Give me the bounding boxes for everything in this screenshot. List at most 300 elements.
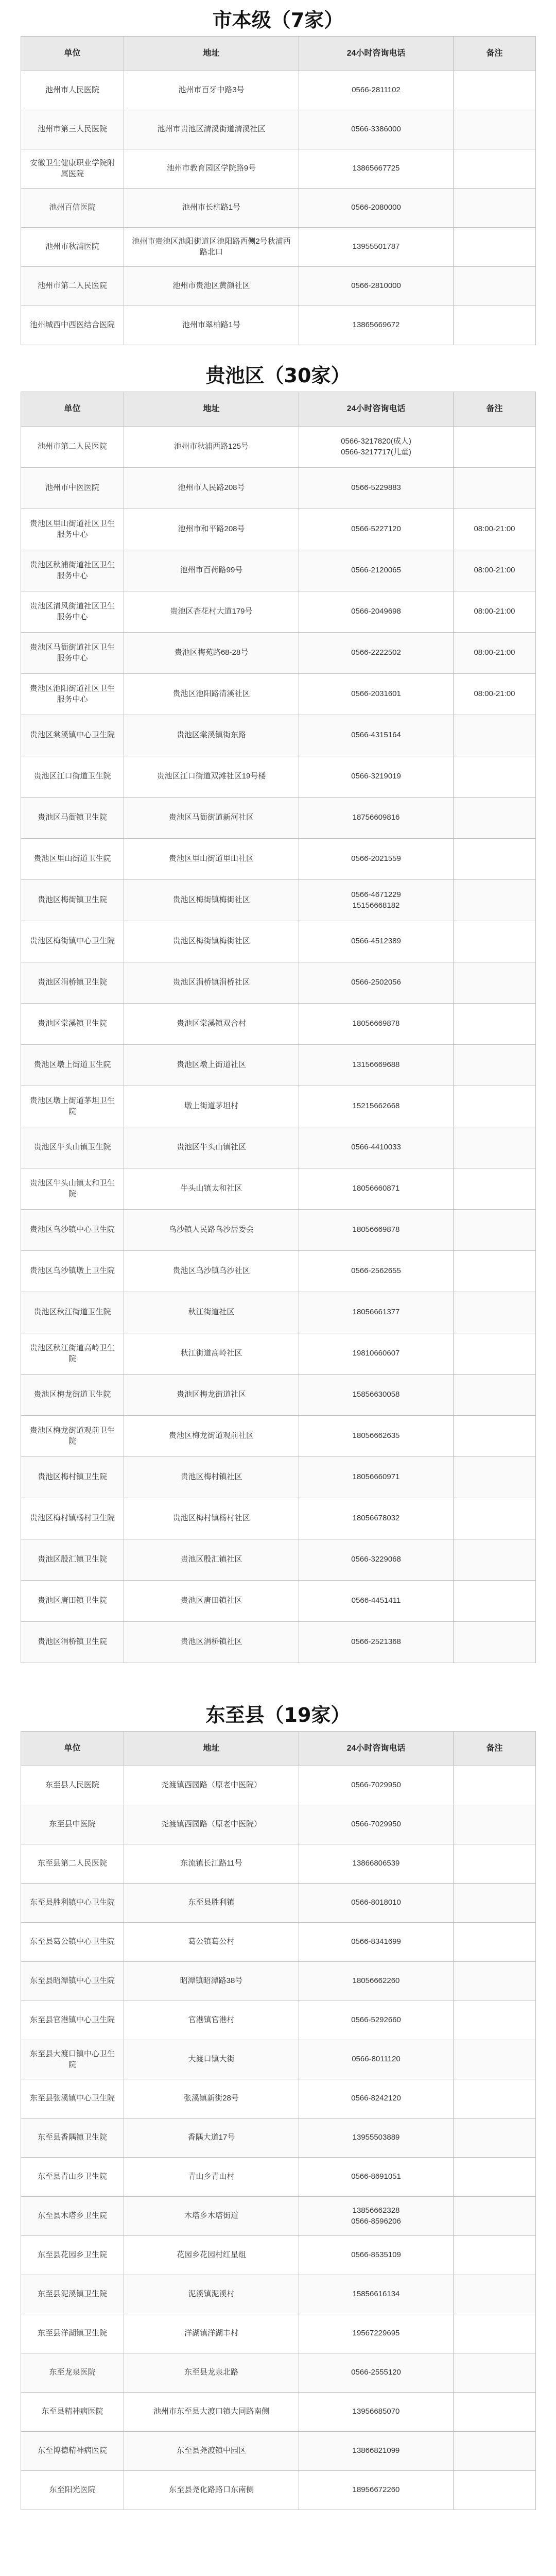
section-1 — [21, 0, 535, 345]
cell-unit: 池州市中医医院 — [21, 468, 124, 509]
cell-note — [454, 2471, 536, 2510]
cell-phone: 13865667725 — [299, 149, 454, 189]
header-unit: 单位 — [21, 392, 124, 427]
cell-unit: 东至龙泉医院 — [21, 2353, 124, 2393]
cell-unit: 贵池区唐田镇卫生院 — [21, 1581, 124, 1622]
cell-address: 贵池区棠溪镇街东路 — [124, 715, 299, 756]
cell-unit: 贵池区乌沙镇中心卫生院 — [21, 1210, 124, 1251]
table-row — [21, 1581, 536, 1622]
cell-phone: 15856616134 — [299, 2275, 454, 2314]
table-row — [21, 427, 536, 468]
table-row — [21, 2393, 536, 2432]
cell-unit: 东至县中医院 — [21, 1805, 124, 1844]
table-row — [21, 1127, 536, 1168]
cell-unit: 贵池区马衙镇卫生院 — [21, 798, 124, 839]
cell-address: 香隅大道17号 — [124, 2119, 299, 2158]
cell-phone: 0566-2080000 — [299, 189, 454, 228]
cell-phone: 13866806539 — [299, 1844, 454, 1884]
header-note: 备注 — [454, 1732, 536, 1766]
cell-unit: 东至县官港镇中心卫生院 — [21, 2001, 124, 2040]
cell-note — [454, 149, 536, 189]
table-row — [21, 2275, 536, 2314]
cell-note — [454, 1581, 536, 1622]
cell-address: 池州市贵池区池阳街道区池阳路西侧2号秋浦西路北口 — [124, 228, 299, 267]
table-row — [21, 1962, 536, 2001]
table-row — [21, 1416, 536, 1457]
cell-note — [454, 1333, 536, 1375]
cell-note — [454, 1045, 536, 1086]
cell-unit: 贵池区梅村镇杨村卫生院 — [21, 1498, 124, 1539]
cell-address: 贵池区唐田镇社区 — [124, 1581, 299, 1622]
table-row — [21, 1884, 536, 1923]
cell-phone: 0566-7029950 — [299, 1805, 454, 1844]
cell-address: 贵池区梅苑路68-28号 — [124, 633, 299, 674]
cell-unit: 东至县木塔乡卫生院 — [21, 2197, 124, 2236]
table-header-row — [21, 1732, 536, 1766]
cell-note — [454, 756, 536, 798]
cell-unit: 贵池区牛头山镇卫生院 — [21, 1127, 124, 1168]
cell-address: 青山乡青山村 — [124, 2158, 299, 2197]
cell-unit: 贵池区马衙街道社区卫生服务中心 — [21, 633, 124, 674]
cell-address: 池州市和平路208号 — [124, 509, 299, 550]
cell-address: 贵池区牛头山镇社区 — [124, 1127, 299, 1168]
cell-unit: 池州百信医院 — [21, 189, 124, 228]
table-row — [21, 71, 536, 110]
cell-note — [454, 839, 536, 880]
header-phone: 24小时咨询电话 — [299, 37, 454, 71]
cell-note — [454, 1292, 536, 1333]
cell-note — [454, 880, 536, 921]
cell-phone: 0566-8018010 — [299, 1884, 454, 1923]
cell-address: 贵池区梅街镇梅街社区 — [124, 921, 299, 962]
cell-note — [454, 1457, 536, 1498]
cell-note — [454, 2314, 536, 2353]
cell-address: 贵池区梅街镇梅街社区 — [124, 880, 299, 921]
cell-phone: 0566-8691051 — [299, 2158, 454, 2197]
section-title: 市本级（7家） — [212, 8, 344, 31]
cell-note — [454, 1884, 536, 1923]
cell-address: 尧渡镇西园路（原老中医院） — [124, 1805, 299, 1844]
cell-note — [454, 1539, 536, 1581]
cell-unit: 东至县胜利镇中心卫生院 — [21, 1884, 124, 1923]
cell-address: 贵池区杏花村大道179号 — [124, 591, 299, 633]
cell-address: 贵池区江口街道双滩社区19号楼 — [124, 756, 299, 798]
table-row — [21, 1923, 536, 1962]
cell-note — [454, 1622, 536, 1663]
cell-unit: 东至县精神病医院 — [21, 2393, 124, 2432]
table-row — [21, 2353, 536, 2393]
cell-phone: 18956672260 — [299, 2471, 454, 2510]
cell-address: 贵池区池阳路清溪社区 — [124, 674, 299, 715]
cell-address: 贵池区里山街道里山社区 — [124, 839, 299, 880]
cell-note — [454, 1168, 536, 1210]
table-row — [21, 1622, 536, 1663]
table-row — [21, 1045, 536, 1086]
table-row — [21, 2236, 536, 2275]
cell-phone: 0566-5229883 — [299, 468, 454, 509]
cell-unit: 贵池区江口街道卫生院 — [21, 756, 124, 798]
cell-address: 葛公镇葛公村 — [124, 1923, 299, 1962]
cell-phone: 0566-2031601 — [299, 674, 454, 715]
cell-note — [454, 1498, 536, 1539]
cell-note — [454, 427, 536, 468]
cell-unit: 贵池区里山街道卫生院 — [21, 839, 124, 880]
hospital-table — [21, 392, 536, 1663]
table-row — [21, 1168, 536, 1210]
cell-note: 08:00-21:00 — [454, 633, 536, 674]
cell-address: 大渡口镇大街 — [124, 2040, 299, 2079]
cell-phone: 0566-3386000 — [299, 110, 454, 149]
cell-note — [454, 962, 536, 1004]
cell-unit: 贵池区棠溪镇中心卫生院 — [21, 715, 124, 756]
table-row — [21, 306, 536, 345]
cell-unit: 贵池区棠溪镇卫生院 — [21, 1004, 124, 1045]
cell-unit: 池州市第二人民医院 — [21, 427, 124, 468]
table-row — [21, 1805, 536, 1844]
cell-unit: 东至县花园乡卫生院 — [21, 2236, 124, 2275]
cell-address: 池州市教育园区学院路9号 — [124, 149, 299, 189]
cell-note — [454, 189, 536, 228]
cell-unit: 池州市第三人民医院 — [21, 110, 124, 149]
cell-phone: 18056662635 — [299, 1416, 454, 1457]
cell-unit: 贵池区乌沙镇墩上卫生院 — [21, 1251, 124, 1292]
cell-phone: 0566-2810000 — [299, 267, 454, 306]
table-row — [21, 839, 536, 880]
cell-address: 牛头山镇太和社区 — [124, 1168, 299, 1210]
cell-note — [454, 228, 536, 267]
cell-note — [454, 2432, 536, 2471]
cell-phone: 19810660607 — [299, 1333, 454, 1375]
cell-address: 洋湖镇洋湖丰村 — [124, 2314, 299, 2353]
cell-address: 贵池区涓桥镇社区 — [124, 1622, 299, 1663]
table-row — [21, 1004, 536, 1045]
section-title: 贵池区（30家） — [205, 364, 351, 387]
cell-address: 贵池区墩上街道社区 — [124, 1045, 299, 1086]
cell-unit: 东至县香隅镇卫生院 — [21, 2119, 124, 2158]
cell-phone: 0566-2555120 — [299, 2353, 454, 2393]
section-3 — [21, 1695, 535, 2510]
table-row — [21, 756, 536, 798]
table-row — [21, 110, 536, 149]
table-row — [21, 550, 536, 591]
table-row — [21, 1498, 536, 1539]
cell-address: 池州市百荷路99号 — [124, 550, 299, 591]
cell-unit: 东至县葛公镇中心卫生院 — [21, 1923, 124, 1962]
cell-unit: 东至阳光医院 — [21, 2471, 124, 2510]
cell-phone: 0566-8242120 — [299, 2079, 454, 2119]
cell-address: 池州市东至县大渡口镇大同路南侧 — [124, 2393, 299, 2432]
header-address: 地址 — [124, 1732, 299, 1766]
cell-note — [454, 468, 536, 509]
table-header-row — [21, 392, 536, 427]
table-row — [21, 2079, 536, 2119]
cell-phone: 0566-4451411 — [299, 1581, 454, 1622]
cell-phone: 19567229695 — [299, 2314, 454, 2353]
cell-phone: 13956685070 — [299, 2393, 454, 2432]
header-note: 备注 — [454, 37, 536, 71]
cell-unit: 贵池区牛头山镇太和卫生院 — [21, 1168, 124, 1210]
cell-address: 昭潭镇昭潭路38号 — [124, 1962, 299, 2001]
header-address: 地址 — [124, 392, 299, 427]
cell-address: 墩上街道茅坦村 — [124, 1086, 299, 1127]
cell-note — [454, 2197, 536, 2236]
cell-phone: 18056660971 — [299, 1457, 454, 1498]
cell-note — [454, 2158, 536, 2197]
header-unit: 单位 — [21, 37, 124, 71]
cell-phone: 13866821099 — [299, 2432, 454, 2471]
cell-phone: 0566-2222502 — [299, 633, 454, 674]
cell-address: 贵池区梅龙街道社区 — [124, 1375, 299, 1416]
cell-note — [454, 1416, 536, 1457]
cell-phone: 0566-4671229 15156668182 — [299, 880, 454, 921]
cell-phone: 0566-2120065 — [299, 550, 454, 591]
cell-unit: 贵池区里山街道社区卫生服务中心 — [21, 509, 124, 550]
cell-address: 秋江街道高岭社区 — [124, 1333, 299, 1375]
table-row — [21, 2432, 536, 2471]
table-row — [21, 468, 536, 509]
cell-note — [454, 2001, 536, 2040]
cell-address: 池州市人民路208号 — [124, 468, 299, 509]
cell-phone: 0566-4315164 — [299, 715, 454, 756]
cell-note — [454, 1923, 536, 1962]
cell-unit: 东至县洋湖镇卫生院 — [21, 2314, 124, 2353]
header-phone: 24小时咨询电话 — [299, 1732, 454, 1766]
cell-unit: 贵池区墩上街道茅坦卫生院 — [21, 1086, 124, 1127]
cell-unit: 东至县张溪镇中心卫生院 — [21, 2079, 124, 2119]
cell-note: 08:00-21:00 — [454, 550, 536, 591]
cell-address: 东至县尧渡镇中园区 — [124, 2432, 299, 2471]
cell-address: 张溪镇新街28号 — [124, 2079, 299, 2119]
cell-unit: 东至县第二人民医院 — [21, 1844, 124, 1884]
cell-note — [454, 798, 536, 839]
cell-phone: 0566-5227120 — [299, 509, 454, 550]
cell-note — [454, 2119, 536, 2158]
cell-note — [454, 2393, 536, 2432]
cell-note — [454, 1086, 536, 1127]
cell-note — [454, 1805, 536, 1844]
cell-address: 官港镇官港村 — [124, 2001, 299, 2040]
cell-phone: 0566-2521368 — [299, 1622, 454, 1663]
table-row — [21, 1375, 536, 1416]
cell-address: 池州市秋浦西路125号 — [124, 427, 299, 468]
cell-unit: 东至博德精神病医院 — [21, 2432, 124, 2471]
cell-phone: 13955503889 — [299, 2119, 454, 2158]
table-row — [21, 1086, 536, 1127]
cell-address: 东流镇长江路11号 — [124, 1844, 299, 1884]
table-row — [21, 633, 536, 674]
section-title: 东至县（19家） — [205, 1703, 351, 1726]
cell-unit: 贵池区梅龙街道观前卫生院 — [21, 1416, 124, 1457]
table-row — [21, 2040, 536, 2079]
cell-phone: 18056661377 — [299, 1292, 454, 1333]
cell-phone: 13955501787 — [299, 228, 454, 267]
cell-phone: 15215662668 — [299, 1086, 454, 1127]
cell-unit: 池州市人民医院 — [21, 71, 124, 110]
cell-unit: 池州市第二人民医院 — [21, 267, 124, 306]
cell-unit: 贵池区涓桥镇卫生院 — [21, 1622, 124, 1663]
cell-address: 贵池区梅村镇杨村社区 — [124, 1498, 299, 1539]
cell-note — [454, 110, 536, 149]
table-row — [21, 2197, 536, 2236]
table-row — [21, 715, 536, 756]
hospital-table — [21, 36, 536, 345]
cell-note: 08:00-21:00 — [454, 591, 536, 633]
cell-address: 贵池区乌沙镇乌沙社区 — [124, 1251, 299, 1292]
cell-note: 08:00-21:00 — [454, 674, 536, 715]
table-row — [21, 1539, 536, 1581]
cell-phone: 18756609816 — [299, 798, 454, 839]
cell-address: 贵池区涓桥镇涓桥社区 — [124, 962, 299, 1004]
cell-address: 木塔乡木塔街道 — [124, 2197, 299, 2236]
table-row — [21, 1292, 536, 1333]
cell-unit: 贵池区秋江街道高岭卫生院 — [21, 1333, 124, 1375]
cell-unit: 池州市秋浦医院 — [21, 228, 124, 267]
cell-address: 贵池区棠溪镇双合村 — [124, 1004, 299, 1045]
cell-address: 池州市贵池区清溪街道清溪社区 — [124, 110, 299, 149]
cell-phone: 0566-8341699 — [299, 1923, 454, 1962]
table-row — [21, 509, 536, 550]
cell-note — [454, 2040, 536, 2079]
cell-unit: 贵池区涓桥镇卫生院 — [21, 962, 124, 1004]
cell-address: 尧渡镇西园路（原老中医院） — [124, 1766, 299, 1805]
cell-phone: 0566-2049698 — [299, 591, 454, 633]
cell-unit: 东至县泥溪镇卫生院 — [21, 2275, 124, 2314]
cell-phone: 0566-3229068 — [299, 1539, 454, 1581]
header-address: 地址 — [124, 37, 299, 71]
cell-phone: 18056669878 — [299, 1004, 454, 1045]
cell-phone: 0566-2811102 — [299, 71, 454, 110]
cell-note — [454, 2353, 536, 2393]
cell-unit: 贵池区梅村镇卫生院 — [21, 1457, 124, 1498]
cell-unit: 贵池区梅街镇中心卫生院 — [21, 921, 124, 962]
cell-note — [454, 1962, 536, 2001]
cell-note — [454, 1251, 536, 1292]
cell-unit: 贵池区秋江街道卫生院 — [21, 1292, 124, 1333]
cell-note — [454, 1375, 536, 1416]
cell-address: 贵池区梅村镇社区 — [124, 1457, 299, 1498]
cell-note — [454, 71, 536, 110]
cell-note — [454, 1766, 536, 1805]
table-row — [21, 1844, 536, 1884]
cell-unit: 贵池区秋浦街道社区卫生服务中心 — [21, 550, 124, 591]
cell-phone: 0566-4410033 — [299, 1127, 454, 1168]
cell-note — [454, 2236, 536, 2275]
table-row — [21, 2471, 536, 2510]
cell-phone: 0566-2562655 — [299, 1251, 454, 1292]
cell-unit: 贵池区池阳街道社区卫生服务中心 — [21, 674, 124, 715]
cell-unit: 安徽卫生健康职业学院附属医院 — [21, 149, 124, 189]
hospital-table — [21, 1731, 536, 2510]
cell-phone: 18056669878 — [299, 1210, 454, 1251]
table-row — [21, 591, 536, 633]
cell-note — [454, 2079, 536, 2119]
cell-unit: 东至县昭潭镇中心卫生院 — [21, 1962, 124, 2001]
table-row — [21, 189, 536, 228]
cell-note — [454, 306, 536, 345]
cell-address: 花园乡花园村红星组 — [124, 2236, 299, 2275]
cell-address: 秋江街道社区 — [124, 1292, 299, 1333]
cell-phone: 0566-2502056 — [299, 962, 454, 1004]
cell-unit: 贵池区清风街道社区卫生服务中心 — [21, 591, 124, 633]
cell-unit: 东至县人民医院 — [21, 1766, 124, 1805]
cell-unit: 东至县大渡口镇中心卫生院 — [21, 2040, 124, 2079]
cell-note — [454, 267, 536, 306]
cell-phone: 0566-4512389 — [299, 921, 454, 962]
cell-phone: 0566-5292660 — [299, 2001, 454, 2040]
cell-phone: 18056678032 — [299, 1498, 454, 1539]
cell-unit: 贵池区梅龙街道卫生院 — [21, 1375, 124, 1416]
cell-phone: 13856662328 0566-8596206 — [299, 2197, 454, 2236]
cell-phone: 0566-8011120 — [299, 2040, 454, 2079]
cell-note — [454, 1004, 536, 1045]
table-row — [21, 2314, 536, 2353]
cell-address: 池州市百牙中路3号 — [124, 71, 299, 110]
cell-note — [454, 921, 536, 962]
table-row — [21, 962, 536, 1004]
cell-address: 池州市贵池区黄颜社区 — [124, 267, 299, 306]
cell-address: 池州市长杭路1号 — [124, 189, 299, 228]
cell-note — [454, 2275, 536, 2314]
cell-note — [454, 1127, 536, 1168]
table-row — [21, 921, 536, 962]
cell-phone: 0566-3217820(成人) 0566-3217717(儿童) — [299, 427, 454, 468]
cell-phone: 0566-2021559 — [299, 839, 454, 880]
cell-phone: 0566-3219019 — [299, 756, 454, 798]
header-phone: 24小时咨询电话 — [299, 392, 454, 427]
cell-phone: 0566-7029950 — [299, 1766, 454, 1805]
section-2 — [21, 355, 535, 1663]
cell-phone: 18056662260 — [299, 1962, 454, 2001]
table-row — [21, 1251, 536, 1292]
header-note: 备注 — [454, 392, 536, 427]
table-row — [21, 1210, 536, 1251]
table-row — [21, 2001, 536, 2040]
cell-phone: 0566-8535109 — [299, 2236, 454, 2275]
table-header-row — [21, 37, 536, 71]
table-row — [21, 1457, 536, 1498]
table-row — [21, 149, 536, 189]
table-row — [21, 1333, 536, 1375]
cell-phone: 18056660871 — [299, 1168, 454, 1210]
table-row — [21, 228, 536, 267]
cell-unit: 贵池区墩上街道卫生院 — [21, 1045, 124, 1086]
cell-unit: 东至县青山乡卫生院 — [21, 2158, 124, 2197]
cell-unit: 池州城西中西医结合医院 — [21, 306, 124, 345]
cell-address: 贵池区梅龙街道观前社区 — [124, 1416, 299, 1457]
cell-address: 东至县胜利镇 — [124, 1884, 299, 1923]
cell-address: 贵池区殷汇镇社区 — [124, 1539, 299, 1581]
header-unit: 单位 — [21, 1732, 124, 1766]
table-row — [21, 2158, 536, 2197]
cell-note — [454, 715, 536, 756]
table-row — [21, 1766, 536, 1805]
cell-address: 东至县龙泉北路 — [124, 2353, 299, 2393]
cell-address: 贵池区马衙街道新河社区 — [124, 798, 299, 839]
cell-phone: 13865669672 — [299, 306, 454, 345]
table-row — [21, 674, 536, 715]
cell-address: 乌沙镇人民路乌沙居委会 — [124, 1210, 299, 1251]
table-row — [21, 267, 536, 306]
cell-phone: 15856630058 — [299, 1375, 454, 1416]
table-row — [21, 2119, 536, 2158]
cell-unit: 贵池区殷汇镇卫生院 — [21, 1539, 124, 1581]
cell-note — [454, 1210, 536, 1251]
cell-address: 东至县尧化路路口东南侧 — [124, 2471, 299, 2510]
table-row — [21, 798, 536, 839]
cell-unit: 贵池区梅街镇卫生院 — [21, 880, 124, 921]
cell-note — [454, 1844, 536, 1884]
cell-phone: 13156669688 — [299, 1045, 454, 1086]
